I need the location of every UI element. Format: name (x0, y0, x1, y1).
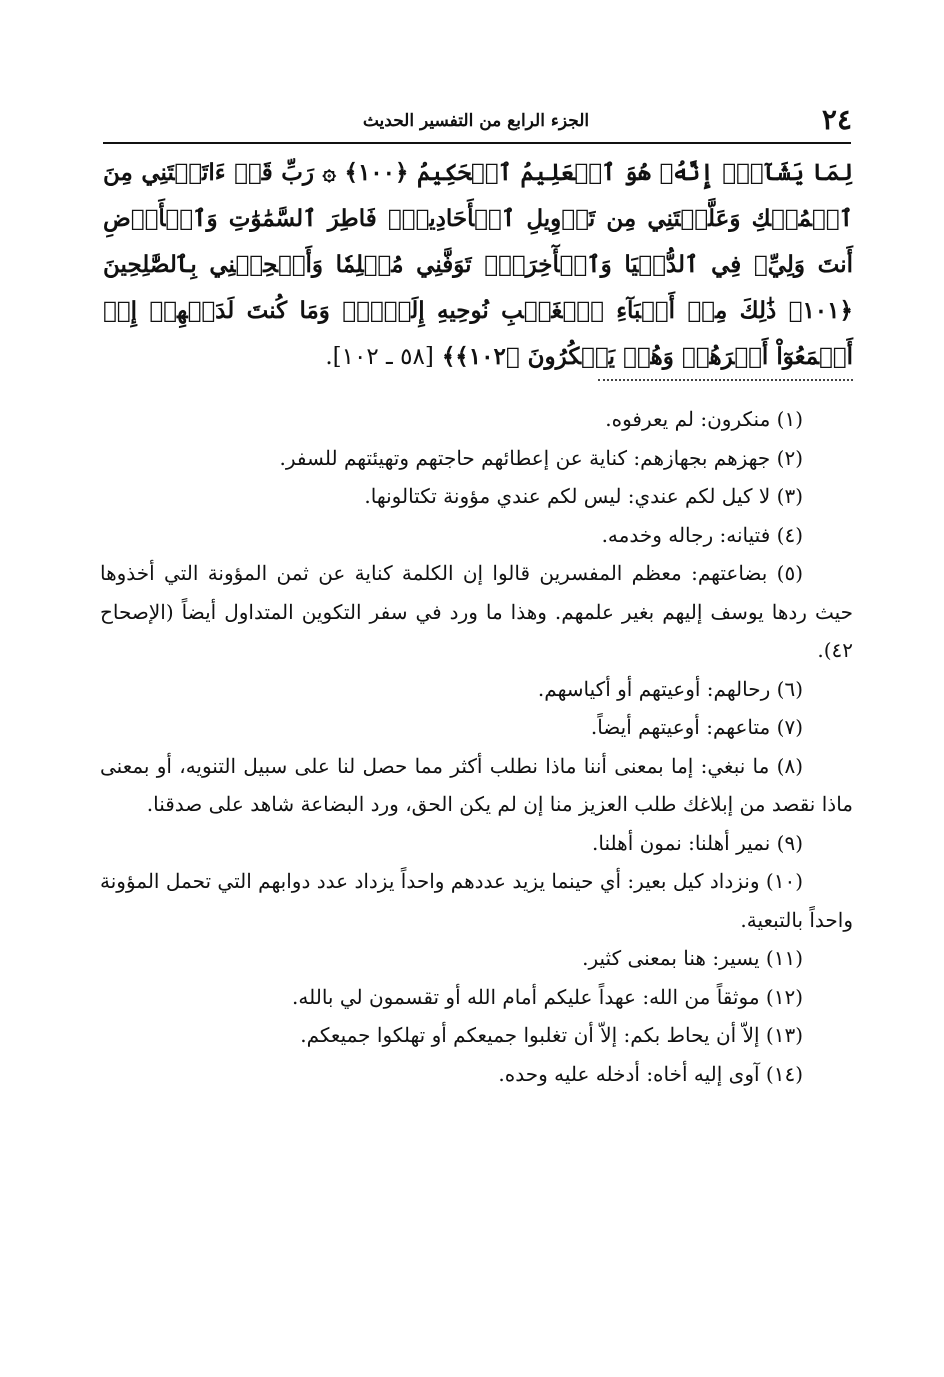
quran-verse-text: لِمَا يَشَآءُۚ إِنَّهُۥ هُوَ ٱلۡعَلِيمُ ٱلۡحَكِيمُ ﴿١٠٠﴾ ۞ رَبِّ قَدۡ ءَاتَيۡتَنِي مِنَ ٱلۡمُلۡكِ وَعَلَّمۡتَنِي مِن تَأۡوِيلِ ٱلۡأَحَادِيثِۚ فَاطِرَ ٱلسَّمَٰوَٰتِ وَٱلۡأَرۡضِ أَنتَ وَلِيِّۦ فِي ٱلدُّنۡيَا وَٱلۡأٓخِرَةِۖ تَوَفَّنِي مُسۡلِمٗا وَأَلۡحِقۡنِي بِٱلصَّٰلِحِينَ ﴿١٠١﴾ ذَٰلِكَ مِنۡ أَنۢبَآءِ ٱلۡغَيۡبِ نُوحِيهِ إِلَيۡكَۖ وَمَا كُنتَ لَدَيۡهِمۡ إِذۡ أَجۡمَعُوٓاْ أَمۡرَهُمۡ وَهُمۡ يَمۡكُرُونَ ﴿١٠٢﴾﴾ (103, 159, 853, 370)
header-rule (103, 142, 851, 144)
running-title: الجزء الرابع من التفسير الحديث (362, 111, 590, 131)
footnote-11: (١١) يسير: هنا بمعنى كثير. (582, 946, 803, 970)
footnote-10: (١٠) ونزداد كيل بعير: أي حينما يزيد عددهم واحداً يزداد عدد دوابهم التي تحمل المؤونة واحداً بالتبعية. (100, 869, 853, 932)
page-number: ٢٤ (821, 103, 852, 136)
footnote-7: (٧) متاعهم: أوعيتهم أيضاً. (590, 715, 803, 739)
footnote-6: (٦) رحالهم: أوعيتهم أو أكياسهم. (537, 676, 803, 701)
footnote-14: (١٤) آوى إليه أخاه: أدخله عليه وحده. (498, 1061, 803, 1086)
footnote-13: (١٣) إلاّ أن يحاط بكم: إلاّ أن تغلبوا جميعكم أو تهلكوا جميعكم. (300, 1023, 803, 1047)
verse-reference: [٥٨ ـ ١٠٢]. (325, 344, 434, 370)
footnote-12: (١٢) موثقاً من الله: عهداً عليكم أمام الله أو تقسمون لي بالله. (292, 984, 803, 1009)
footnote-separator (598, 379, 853, 381)
footnote-9: (٩) نمير أهلنا: نمون أهلنا. (592, 830, 803, 855)
footnotes-list (100, 400, 853, 1093)
footnote-4: (٤) فتيانه: رجاله وخدمه. (601, 522, 803, 547)
page-header (100, 102, 852, 142)
footnote-3: (٣) لا كيل لكم عندي: ليس لكم عندي مؤونة تكتالونها. (364, 484, 803, 508)
footnote-2: (٢) جهزهم بجهازهم: كناية عن إعطائهم حاجتهم وتهيئتهم للسفر. (279, 445, 803, 470)
footnote-5: (٥) بضاعتهم: معظم المفسرين قالوا إن الكلمة كناية عن ثمن المؤونة التي أخذوها حيث ردها يوسف إليهم بغير علمهم. وهذا ما ورد في سفر التكوين المتداول أيضاً (الإصحاح ٤٢). (100, 561, 853, 662)
footnote-8: (٨) ما نبغي: إما بمعنى أننا ماذا نطلب أكثر مما حصل لنا على سبيل التنويه، أو بمعنى ماذا نقصد من إبلاغك طلب العزيز منا إن لم يكن الحق، ورد البضاعة شاهد على صدقنا. (100, 753, 853, 816)
quran-verse-block (103, 150, 853, 380)
footnote-1: (١) منكرون: لم يعرفوه. (605, 407, 803, 431)
